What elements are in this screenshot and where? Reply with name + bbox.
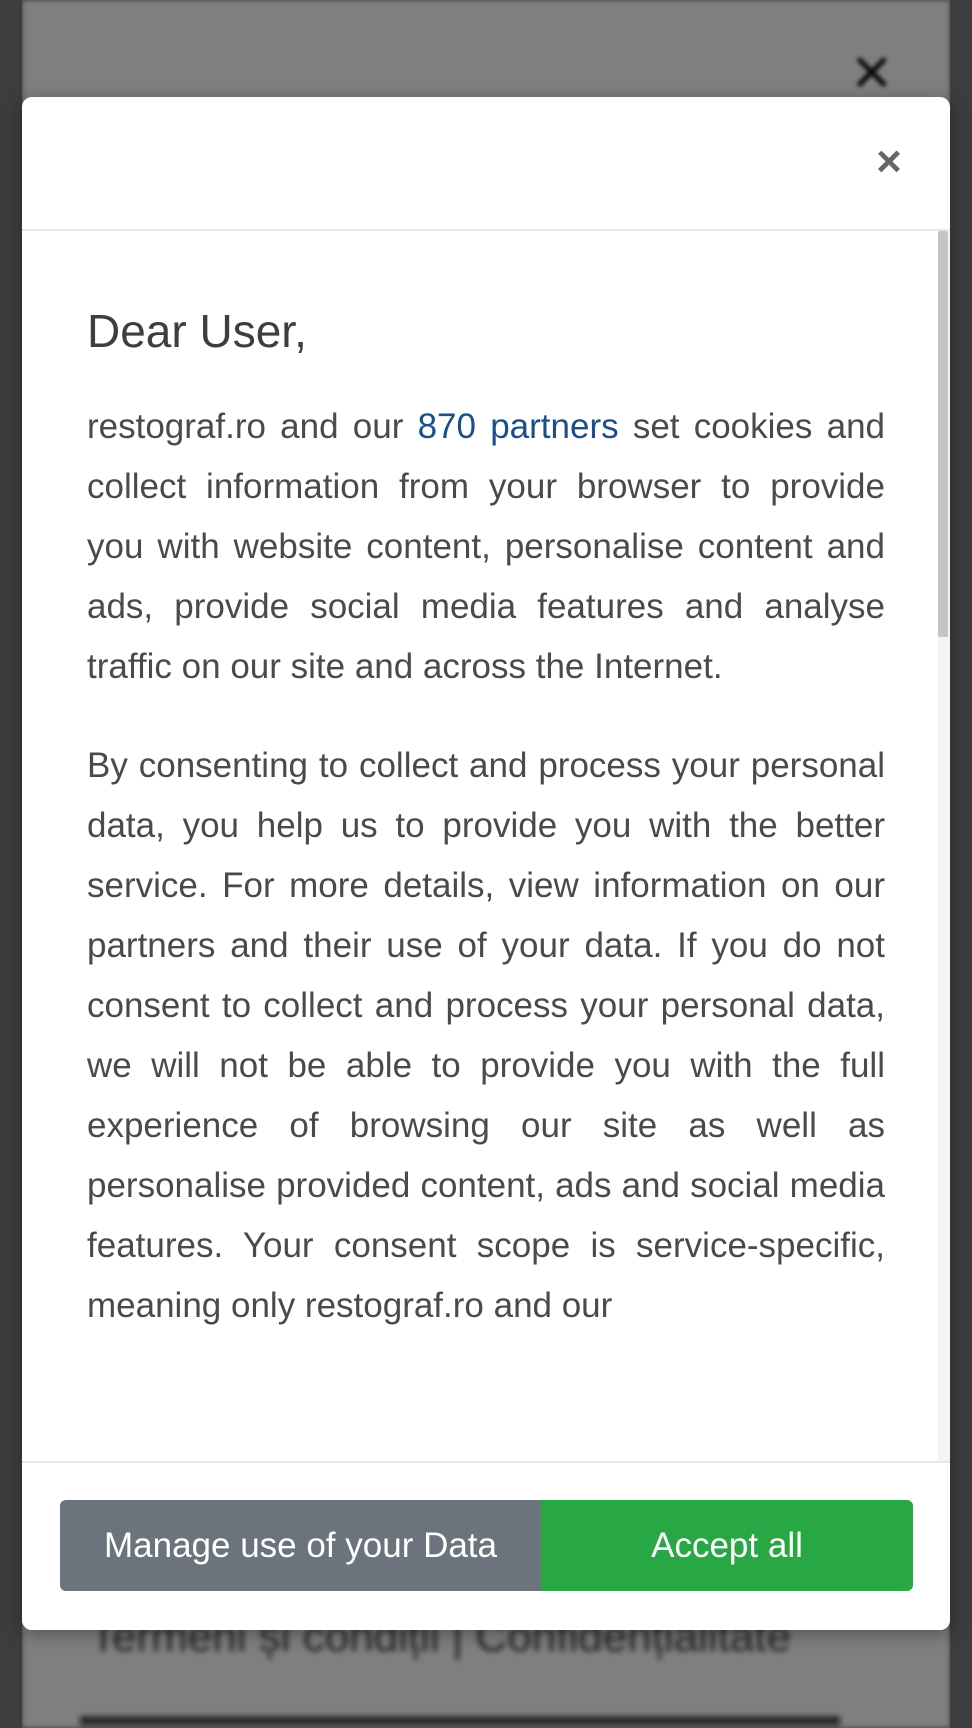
intro-paragraph: [87, 397, 885, 697]
close-icon[interactable]: ×: [876, 137, 902, 186]
overlay-left-edge: [0, 0, 22, 1728]
scrollbar-thumb[interactable]: [938, 231, 948, 637]
manage-data-button[interactable]: Manage use of your Data: [60, 1500, 541, 1591]
dialog-header: [22, 97, 950, 231]
scrollbar-track[interactable]: [938, 231, 950, 1461]
intro-prefix: restograf.ro and our: [87, 407, 418, 446]
overlay-right-edge: [950, 0, 972, 1728]
intro-suffix: set cookies and collect information from your browser to provide you with website content, personalise content and ads, provide social media features and analyse traffic on our site and across the Internet.: [87, 407, 885, 686]
dialog-content: [87, 303, 885, 1375]
accept-all-button[interactable]: Accept all: [541, 1500, 913, 1591]
dialog-body[interactable]: [22, 231, 950, 1461]
cookie-consent-dialog: [22, 97, 950, 1630]
dialog-heading: Dear User,: [87, 305, 307, 357]
partners-link[interactable]: 870 partners: [417, 407, 619, 446]
dialog-footer: [22, 1461, 950, 1630]
consent-button-group: [60, 1500, 913, 1591]
consent-paragraph: By consenting to collect and process your personal data, you help us to provide you with the better service. For more details, view information on our partners and their use of your data. If you do not consent to collect and process your personal data, we will not be able to provide you with the full experience of browsing our site as well as personalise provided content, ads and social media features. Your consent scope is service-specific, meaning only restograf.ro and our: [87, 746, 885, 1325]
